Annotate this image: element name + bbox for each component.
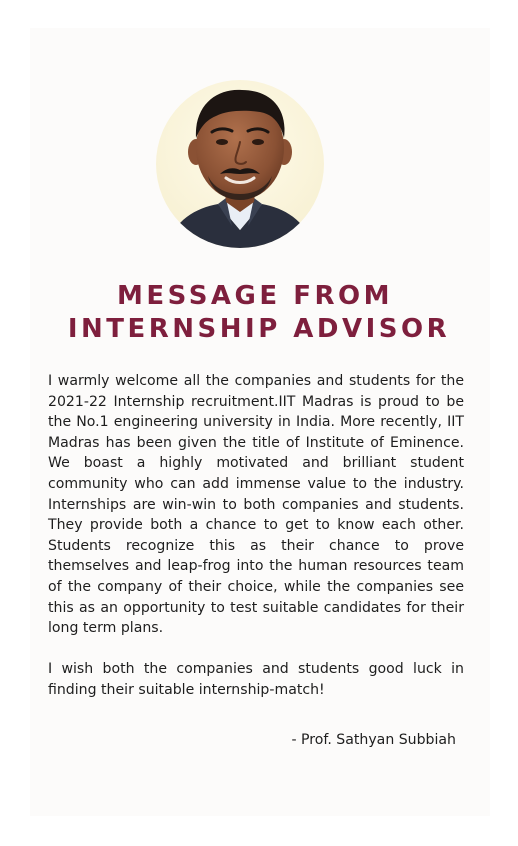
message-paragraph-1: I warmly welcome all the companies and students for the 2021-22 Internship recruitment.IIT Madras is proud to be the No.1 engineering university in India. More recently, IIT Madras has been given the title of Institute of Eminence. We boast a highly motivated and brilliant student community who can add immense value to the industry. Internships are win-win to both companies and students. They provide both a chance to get to know each other. Students recognize this as their chance to prove themselves and leap-frog into the human resources team of the company of their choice, while the companies see this as an opportunity to test suitable candidates for their long term plans. [48, 373, 464, 637]
heading-line-1: MESSAGE FROM [117, 281, 393, 311]
advisor-portrait [156, 80, 324, 248]
heading-line-2: INTERNSHIP ADVISOR [67, 314, 451, 344]
message-paragraph-2: I wish both the companies and students good luck in finding their suitable internship-match! [48, 661, 464, 698]
advisor-photo-illustration [156, 80, 324, 248]
signature: - Prof. Sathyan Subbiah [291, 732, 456, 748]
